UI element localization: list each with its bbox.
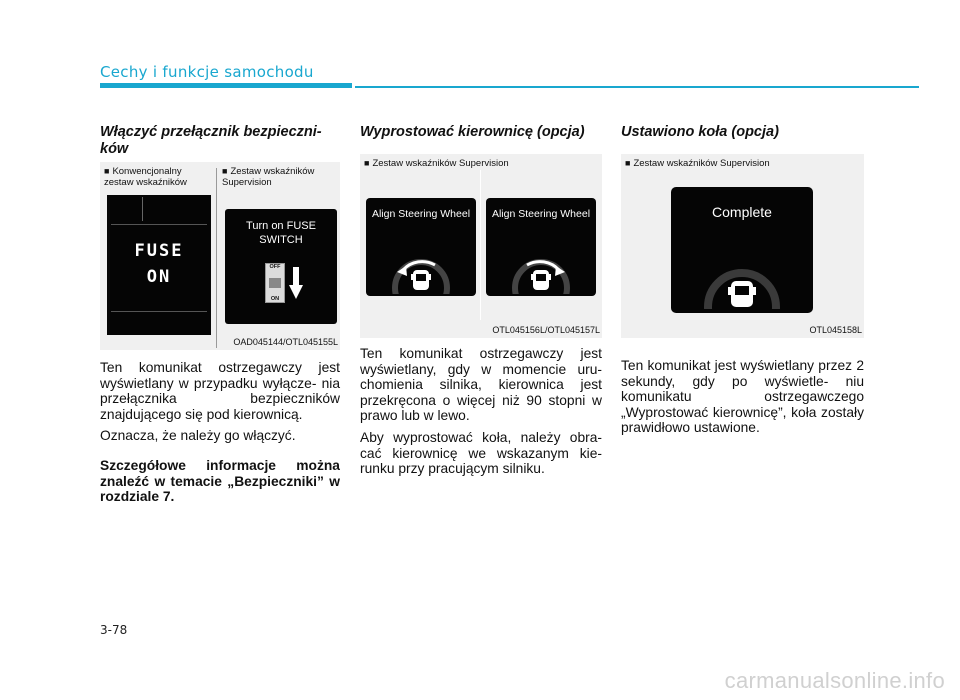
display-divider-line bbox=[111, 224, 207, 225]
figure-caption-supervision: ■ Zestaw wskaźników Supervision bbox=[625, 158, 770, 169]
watermark: carmanualsonline.info bbox=[724, 668, 945, 693]
paragraph: Oznacza, że należy go włączyć. bbox=[100, 428, 296, 444]
paragraph: Ten komunikat ostrzegawczy jest wyświetlany, gdy w momencie uru- chomienia silnika, kierownica jest przekręcona o więcej niż 90 stopni w prawo lub w lewo. bbox=[360, 346, 602, 424]
display-divider-line bbox=[111, 311, 207, 312]
figure-align-steering bbox=[360, 154, 602, 338]
section-title: Włączyć przełącznik bezpieczni- ków bbox=[100, 124, 322, 157]
square-bullet-icon: ■ bbox=[222, 166, 228, 176]
turn-on-fuse-switch-message: Turn on FUSE SWITCH bbox=[246, 220, 316, 246]
display-segment-line bbox=[142, 197, 143, 221]
arrow-down-icon bbox=[289, 267, 303, 299]
square-bullet-icon: ■ bbox=[364, 158, 370, 168]
display-fuse-text: FUSE bbox=[134, 241, 184, 261]
figure-caption-supervision: ■ Zestaw wskaźników Supervision bbox=[364, 158, 509, 169]
steering-wheel-arrow-right-icon bbox=[511, 238, 571, 294]
align-steering-message: Align Steering Wheel bbox=[491, 208, 591, 220]
supervision-cluster-display bbox=[225, 209, 337, 324]
align-steering-display-left bbox=[366, 198, 476, 296]
paragraph: Ten komunikat ostrzegawczy jest wyświetlany w przypadku wyłącze- nia przełącznika bezpieczników znajdującego się pod kierownicą. bbox=[100, 360, 340, 422]
reference-note: Szczegółowe informacje można znaleźć w temacie „Bezpieczniki” w rozdziale 7. bbox=[100, 457, 340, 505]
switch-on-label: ON bbox=[270, 296, 280, 302]
switch-knob bbox=[269, 278, 281, 288]
page-number: 3-78 bbox=[100, 623, 128, 637]
figure-divider bbox=[216, 168, 217, 348]
complete-message: Complete bbox=[712, 204, 772, 220]
section-body bbox=[360, 346, 602, 477]
display-on-text: ON bbox=[146, 267, 172, 287]
section-body bbox=[621, 358, 864, 436]
figure-caption-supervision: ■ Zestaw wskaźników Supervision bbox=[222, 166, 315, 188]
paragraph: Aby wyprostować koła, należy obra- cać kierownicę we wskazanym kie- runku przy pracującym silniku. bbox=[360, 429, 602, 477]
section-fuse-switch bbox=[100, 124, 340, 511]
paragraph: Ten komunikat jest wyświetlany przez 2 sekundy, gdy po wyświetle- niu komunikatu ostrzegawczego „Wyprostować kierownicę”, koła zostały prawidłowo ustawione. bbox=[621, 358, 864, 436]
fuse-switch-graphic bbox=[265, 263, 285, 303]
page-header-title: Cechy i funkcje samochodu bbox=[100, 63, 314, 81]
switch-off-label: OFF bbox=[269, 264, 281, 270]
header-rule bbox=[355, 86, 919, 88]
figure-code: OTL045156L/OTL045157L bbox=[492, 325, 600, 335]
section-align-steering bbox=[360, 124, 602, 483]
steering-wheel-centered-icon bbox=[702, 245, 782, 309]
section-body bbox=[100, 360, 340, 505]
conventional-cluster-display bbox=[107, 195, 211, 335]
complete-display bbox=[671, 187, 813, 313]
figure-wheels-aligned bbox=[621, 154, 864, 338]
square-bullet-icon: ■ bbox=[104, 166, 110, 176]
section-title: Wyprostować kierownicę (opcja) bbox=[360, 124, 585, 140]
figure-divider bbox=[480, 170, 481, 320]
square-bullet-icon: ■ bbox=[625, 158, 631, 168]
figure-code: OTL045158L bbox=[809, 325, 862, 335]
steering-wheel-arrow-left-icon bbox=[391, 238, 451, 294]
section-wheels-aligned bbox=[621, 124, 864, 442]
figure-code: OAD045144/OTL045155L bbox=[233, 337, 338, 347]
figure-fuse-switch bbox=[100, 162, 340, 350]
header-accent-bar bbox=[100, 83, 352, 88]
figure-caption-conventional: ■ Konwencjonalny zestaw wskaźników bbox=[104, 166, 187, 188]
align-steering-message: Align Steering Wheel bbox=[371, 208, 471, 220]
align-steering-display-right bbox=[486, 198, 596, 296]
section-title: Ustawiono koła (opcja) bbox=[621, 124, 779, 140]
